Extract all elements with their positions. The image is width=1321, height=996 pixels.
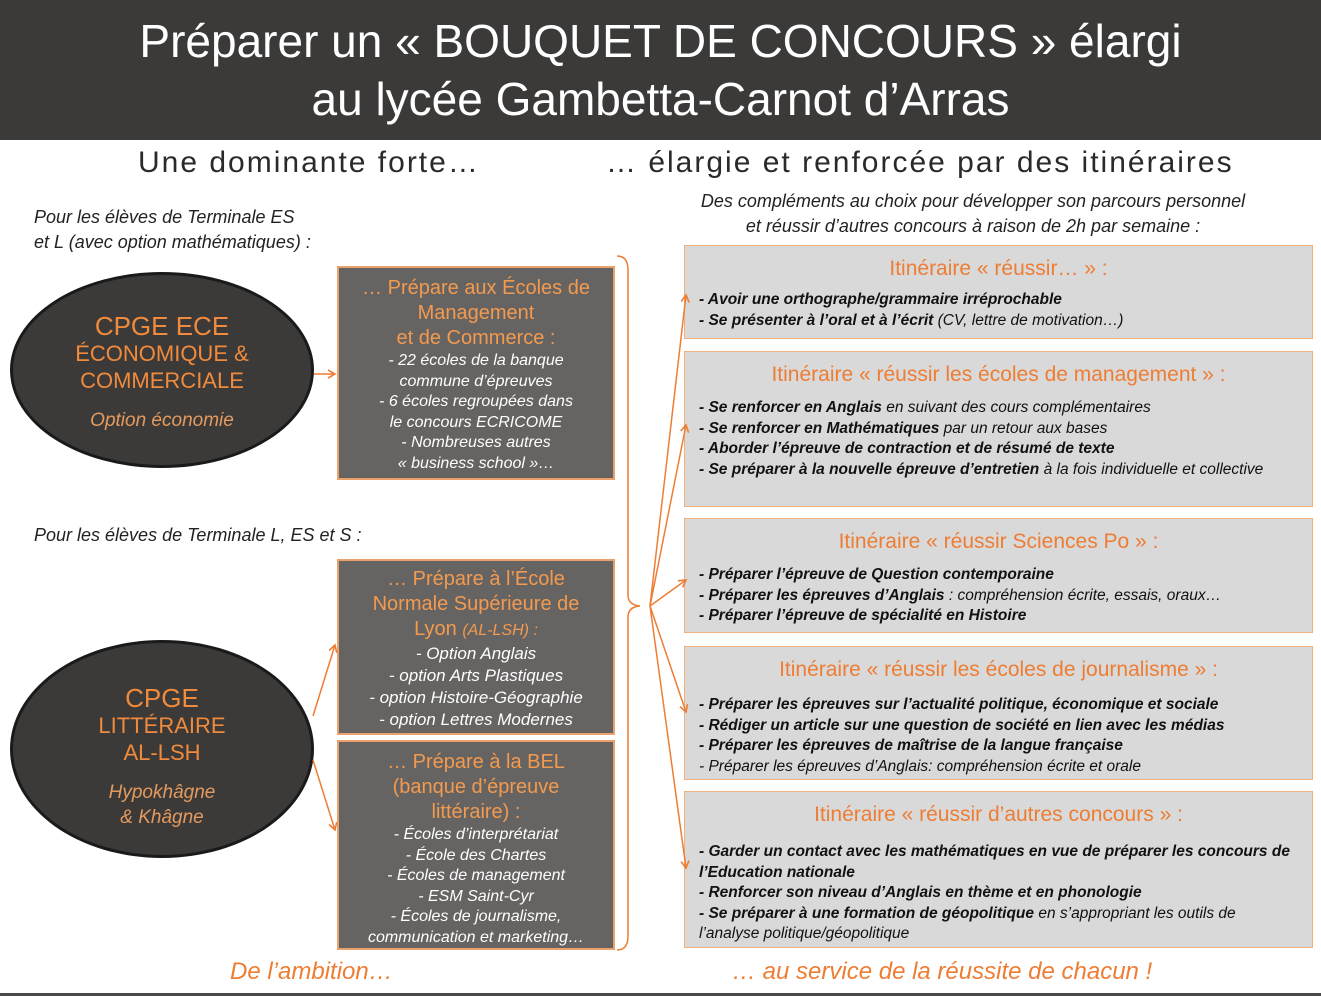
- arrow-to-itinerary-5: [650, 606, 686, 868]
- itinerary-item-bold: - Préparer l’épreuve de spécialité en Histoire: [699, 607, 1027, 624]
- bel-box-title-2: (banque d’épreuve: [392, 776, 560, 798]
- footer-right: … au service de la réussite de chacun !: [732, 958, 1153, 985]
- itinerary-item-bold: - Garder un contact avec les mathématiques en vue de préparer les concours de l’Education nationale: [699, 843, 1290, 881]
- arrow-lsh-to-bel: [313, 760, 335, 830]
- itinerary-item-bold: - Rédiger un article sur une question de société en lien avec les médias: [699, 716, 1225, 734]
- ece-box-item: - 22 écoles de la banque: [388, 352, 564, 369]
- ece-box-item: « business school »…: [397, 454, 555, 472]
- brace: [617, 256, 640, 950]
- bel-box-item: - École des Chartes: [405, 846, 547, 864]
- itinerary-item-bold: - Préparer les épreuves d’Anglais: [699, 586, 945, 604]
- itinerary-item-bold: - Se renforcer en Anglais: [699, 399, 882, 416]
- itinerary-item-bold: - Se renforcer en Mathématiques: [699, 419, 940, 437]
- left-heading: Une dominante forte…: [138, 146, 480, 179]
- cpge-lsh-line-2: LITTÉRAIRE: [98, 713, 226, 738]
- ens-box-item: - Option Anglais: [415, 644, 537, 663]
- bel-box-item: - Écoles d’interprétariat: [393, 826, 559, 843]
- ece-intro-line-1: Pour les élèves de Terminale ES: [34, 207, 295, 227]
- page-title-line-1: Préparer un « BOUQUET DE CONCOURS » élargi: [139, 15, 1182, 67]
- ens-box-title-2: Normale Supérieure de: [372, 593, 580, 615]
- ens-box-item: - option Histoire-Géographie: [369, 688, 583, 707]
- itinerary-title: Itinéraire « réussir Sciences Po » :: [838, 530, 1159, 553]
- cpge-lsh-name: CPGE: [125, 683, 199, 713]
- bel-box-item: - ESM Saint-Cyr: [418, 887, 534, 905]
- ece-intro-line-2: et L (avec option mathématiques) :: [34, 232, 311, 252]
- itinerary-item-bold: - Préparer l’épreuve de Question contemporaine: [699, 566, 1054, 583]
- itinerary-item-text: en suivant des cours complémentaires: [881, 399, 1151, 416]
- itinerary-item-bold: - Se préparer à la nouvelle épreuve d’entretien: [699, 460, 1040, 478]
- itinerary-item-text: - Préparer les épreuves d’Anglais: compréhension écrite et orale: [699, 757, 1141, 775]
- lsh-intro: Pour les élèves de Terminale L, ES et S :: [34, 525, 362, 545]
- itinerary-item-bold: - Se préparer à une formation de géopolitique: [699, 904, 1035, 922]
- bel-box-item: - Écoles de management: [387, 867, 565, 884]
- cpge-lsh-option-2: & Khâgne: [120, 807, 204, 828]
- itinerary-item-text: par un retour aux bases: [939, 419, 1108, 437]
- itinerary-item-bold: - Préparer les épreuves sur l’actualité politique, économique et sociale: [699, 696, 1219, 713]
- itinerary-title: Itinéraire « réussir… » :: [889, 257, 1108, 280]
- bel-box-item: - Écoles de journalisme,: [390, 908, 562, 925]
- itinerary-item-text: : compréhension écrite, essais, oraux…: [944, 586, 1222, 604]
- cpge-ece-line-2: ÉCONOMIQUE &: [75, 341, 249, 366]
- ece-box-title-3: et de Commerce :: [396, 327, 556, 349]
- ece-box-item: le concours ECRICOME: [389, 413, 563, 431]
- itinerary-title: Itinéraire « réussir d’autres concours » :: [814, 803, 1183, 826]
- bel-box-title-1: … Prépare à la BEL: [387, 751, 565, 773]
- cpge-ece-name: CPGE ECE: [94, 311, 230, 341]
- itinerary-item-bold: - Se présenter à l’oral et à l’écrit: [699, 311, 934, 329]
- itinerary-title: Itinéraire « réussir les écoles de management » :: [771, 363, 1226, 386]
- ens-box-title-suffix: (AL-LSH) :: [462, 622, 538, 639]
- itinerary-item-bold: - Aborder l’épreuve de contraction et de résumé de texte: [699, 440, 1115, 457]
- itinerary-item-bold: - Préparer les épreuves de maîtrise de la langue française: [699, 737, 1123, 754]
- cpge-lsh-line-3: AL-LSH: [123, 740, 201, 765]
- arrow-lsh-to-ens: [313, 645, 335, 716]
- ece-box-item: - Nombreuses autres: [401, 434, 551, 451]
- ece-box-title-2: Management: [417, 302, 535, 324]
- itinerary-item-bold: - Avoir une orthographe/grammaire irréprochable: [699, 291, 1062, 308]
- right-intro-line-1: Des compléments au choix pour développer son parcours personnel: [700, 191, 1246, 211]
- right-heading: … élargie et renforcée par des itinéraires: [606, 146, 1234, 179]
- cpge-ece-line-3: COMMERCIALE: [80, 368, 244, 393]
- cpge-ece-option: Option économie: [90, 410, 234, 431]
- bel-box-item: communication et marketing…: [367, 928, 585, 946]
- ens-box-item: - option Lettres Modernes: [379, 710, 573, 729]
- arrow-to-itinerary-4: [650, 606, 686, 712]
- ens-box-item: - option Arts Plastiques: [388, 666, 564, 685]
- itinerary-title: Itinéraire « réussir les écoles de journalisme » :: [779, 658, 1218, 681]
- itinerary-item-text: (CV, lettre de motivation…): [933, 311, 1124, 329]
- footer-left: De l’ambition…: [230, 958, 393, 985]
- itinerary-item-text: en s’appropriant les outils de l’analyse politique/géopolitique: [699, 904, 1236, 942]
- ece-box-title-1: … Prépare aux Écoles de: [362, 277, 590, 299]
- cpge-lsh-option-1: Hypokhâgne: [108, 782, 216, 803]
- bel-box-title-3: littéraire) :: [431, 801, 521, 823]
- itinerary-item-bold: - Renforcer son niveau d’Anglais en thème et en phonologie: [699, 884, 1142, 901]
- arrow-to-itinerary-3: [650, 580, 686, 606]
- ece-box-item: commune d’épreuves: [399, 372, 553, 390]
- page-title-line-2: au lycée Gambetta-Carnot d’Arras: [311, 73, 1010, 125]
- itinerary-item-text: à la fois individuelle et collective: [1039, 460, 1264, 478]
- right-intro-line-2: et réussir d’autres concours à raison de 2h par semaine :: [745, 216, 1201, 236]
- ece-box-item: - 6 écoles regroupées dans: [379, 393, 573, 410]
- ens-box-title-1: … Prépare à l’École: [387, 568, 565, 590]
- ens-box-title-lyon: Lyon: [414, 618, 457, 640]
